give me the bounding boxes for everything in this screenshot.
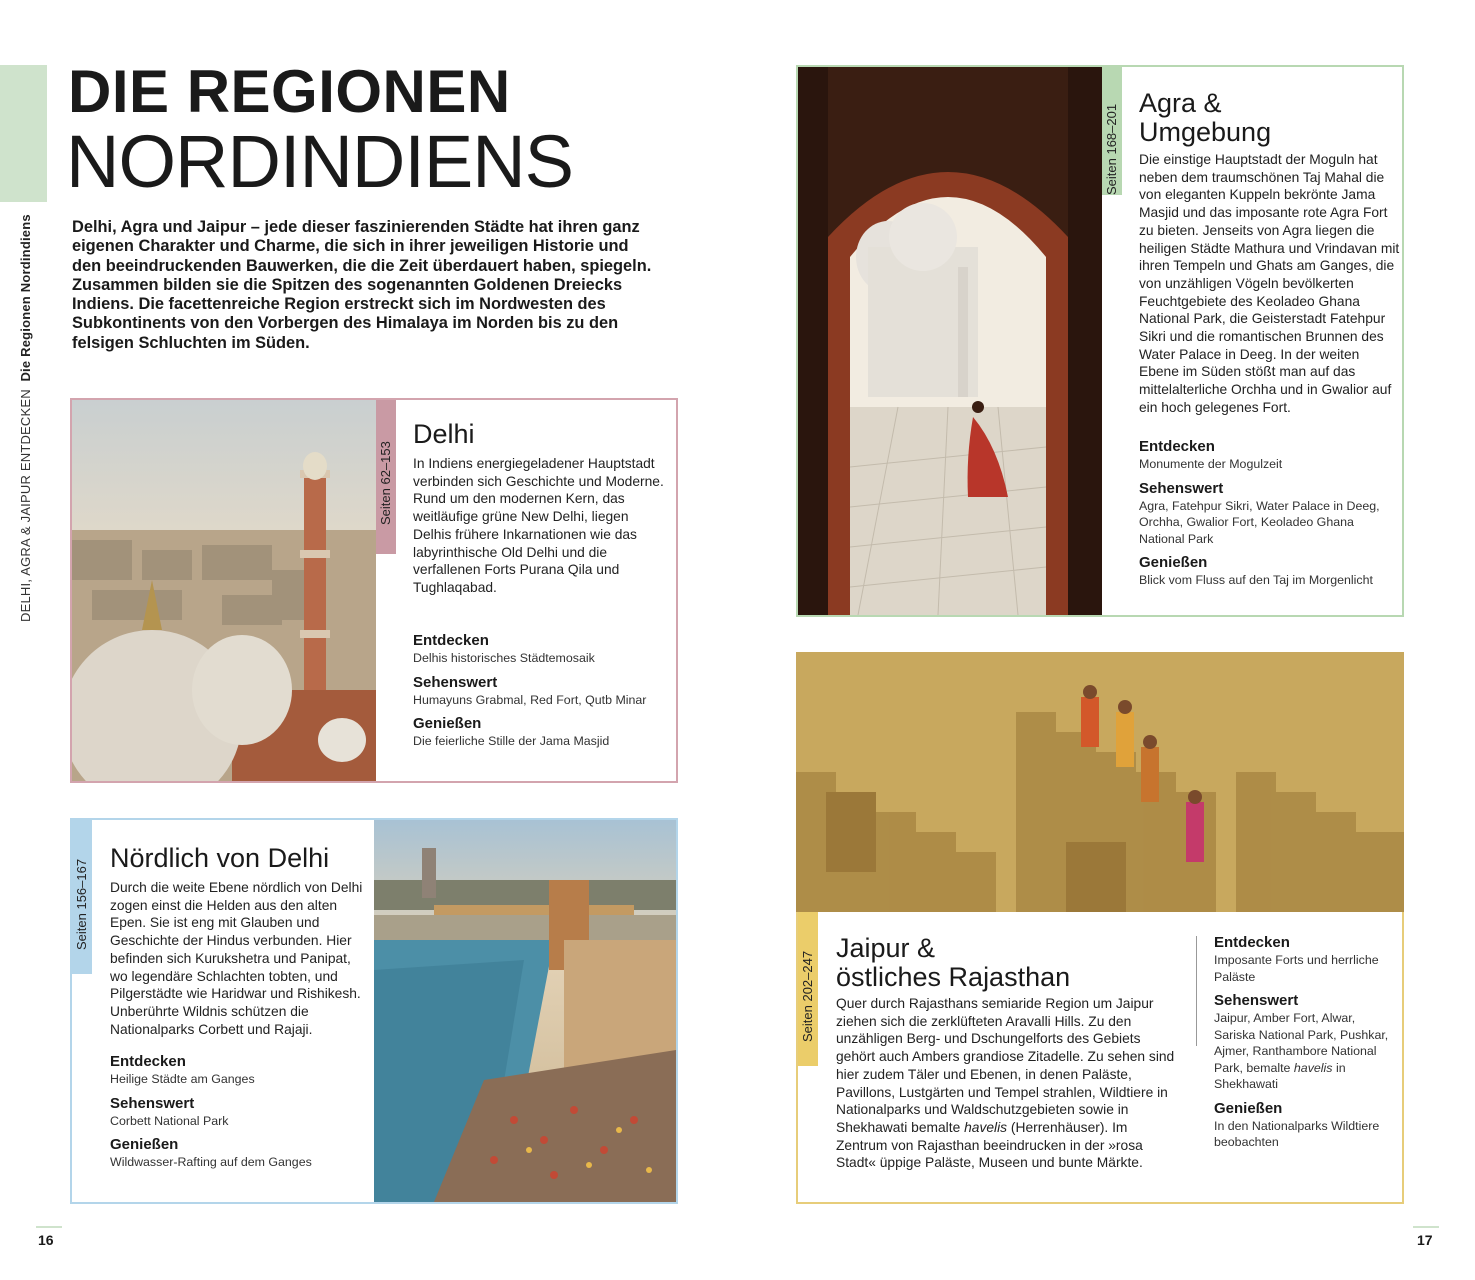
jaipur-description-b: (Herrenhäuser). Im Zentrum von Rajasthan beeindrucken in der »rosa Stadt« üppige Paläste, Museen und bunte Märkte. [836, 1119, 1143, 1171]
region-card-agra [796, 65, 1404, 617]
page-number-left: 16 [38, 1232, 54, 1248]
north-entdecken-label: Entdecken [110, 1053, 186, 1070]
jaipur-sehenswert-b: in Shekhawati [1214, 1060, 1346, 1091]
north-entdecken: Heilige Städte am Ganges [110, 1072, 255, 1086]
page-number-right: 17 [1417, 1232, 1433, 1248]
delhi-geniessen-label: Genießen [413, 715, 482, 732]
north-geniessen-label: Genießen [110, 1136, 179, 1153]
agra-geniessen-label: Genießen [1139, 554, 1208, 571]
running-head [18, 212, 64, 622]
delhi-entdecken-label: Entdecken [413, 632, 489, 649]
jaipur-pages: Seiten 202–247 [800, 950, 815, 1042]
page-subtitle: NORDINDIENS [66, 120, 574, 203]
jaipur-geniessen: In den Nationalparks Wildtiere beobachten [1214, 1118, 1380, 1149]
haridwar-photo [374, 820, 676, 1202]
jaipur-sehenswert-a: Jaipur, Amber Fort, Alwar, Sariska National Park, Pushkar, Ajmer, Ranthambore National Park, bemalte [1214, 1011, 1389, 1075]
jaipur-page-tab [798, 912, 818, 1066]
jaipur-description [836, 995, 1176, 1172]
agra-entdecken: Monumente der Mogulzeit [1139, 457, 1283, 471]
delhi-description: In Indiens energiegeladener Hauptstadt verbinden sich Geschichte und Moderne. Rund um den modernen Kern, das weitläufige grüne New Delhi, liegen Delhis frühere Inkarnationen wie das labyrinthische Old Delhi und die verfallenen Forts Purana Qila und Tughlaqabad. [413, 456, 664, 595]
region-card-jaipur [796, 912, 1404, 1204]
section-color-tab [0, 65, 47, 202]
north-page-tab [72, 820, 92, 974]
delhi-sehenswert-label: Sehenswert [413, 673, 498, 691]
delhi-page-tab [376, 400, 396, 554]
agra-pages: Seiten 168–201 [1104, 103, 1119, 195]
delhi-geniessen: Die feierliche Stille der Jama Masjid [413, 734, 610, 748]
agra-page-tab [1102, 67, 1122, 195]
jaipur-geniessen-label: Genießen [1214, 1099, 1283, 1117]
north-title: Nördlich von Delhi [110, 843, 330, 873]
page-number-rule-left [36, 1226, 62, 1228]
delhi-photo [72, 400, 376, 781]
page-title: DIE REGIONEN [68, 58, 511, 125]
intro-paragraph: Delhi, Agra und Jaipur – jede dieser faszinierenden Städte hat ihren ganz eigenen Charakter und Charme, die sich in ihrer jeweiligen Historie und den beeindruckenden Bauwerken, die die Zeit überdauert haben, spiegeln. Zusammen bilden sie die Spitzen des sogenannten Goldenen Dreiecks Indiens. Die facettenreiche Region erstreckt sich im Nordwesten des Subkontinents von den Vorbergen des Himalaya im Norden bis zu den felsigen Schluchten im Süden. [72, 218, 652, 352]
delhi-sehenswert: Humayuns Grabmal, Red Fort, Qutb Minar [413, 692, 647, 707]
jaipur-description-a: Quer durch Rajasthans semiaride Region um Jaipur ziehen sich die zerklüfteten Aravalli Hills. Zu den unzähligen Berg- und Dschungelforts des Gebiets gehört auch Ambers grandiose Zitadelle. Zu sehen sind hier zudem Täler und Ebenen, in denen Paläste, Pavillons, Lustgärten und Tempel strahlen, Wildtiere in Nationalparks und Waldschutzgebieten sowie in Shekhawati bemalte [836, 996, 1175, 1135]
stepwell-photo [796, 652, 1404, 914]
jaipur-entdecken: Imposante Forts und herrliche Paläste [1214, 953, 1379, 984]
agra-geniessen: Blick vom Fluss auf den Taj im Morgenlicht [1139, 573, 1373, 587]
running-head-chapter: Die Regionen Nordindiens [18, 214, 33, 382]
north-sehenswert: Corbett National Park [110, 1113, 229, 1128]
delhi-entdecken: Delhis historisches Städtemosaik [413, 651, 595, 665]
jaipur-divider [1196, 936, 1197, 1046]
region-card-delhi [70, 398, 678, 783]
jaipur-title-line2: östliches Rajasthan [836, 962, 1071, 992]
agra-entdecken-label: Entdecken [1139, 438, 1215, 455]
running-head-book: DELHI, AGRA & JAIPUR ENTDECKEN [18, 389, 33, 622]
delhi-title: Delhi [413, 419, 475, 449]
jaipur-entdecken-label: Entdecken [1214, 934, 1290, 951]
agra-sehenswert: Agra, Fatehpur Sikri, Water Palace in Deeg, Orchha, Gwalior Fort, Keoladeo Ghana National Park [1139, 498, 1380, 546]
north-geniessen: Wildwasser-Rafting auf dem Ganges [110, 1155, 312, 1169]
agra-sehenswert-label: Sehenswert [1139, 479, 1224, 497]
jaipur-sehenswert-label: Sehenswert [1214, 992, 1299, 1009]
jaipur-title-line1: Jaipur & [836, 933, 936, 963]
taj-mahal-photo [798, 67, 1102, 615]
jaipur-sehenswert-em: havelis [1293, 1060, 1333, 1075]
agra-description: Die einstige Hauptstadt der Moguln hat neben dem traumschönen Taj Mahal die von eleganten Kuppeln bekrönte Jama Masjid und das imposante rote Agra Fort zu bieten. Jenseits von Agra liegen die heiligen Städte Mathura und Vrindavan mit ihren Tempeln und Ghats am Ganges, die von unzähligen Vögeln bevölkerten Feuchtgebiete des Keoladeo Ghana National Park, die Geisterstadt Fatehpur Sikri und die romantischen Brunnen des Water Palace in Deeg. In der weiten Ebene im Süden stößt man auf das mittelalterliche Orchha und in Gwalior auf ein hoch gelegenes Fort. [1139, 152, 1400, 415]
north-sehenswert-label: Sehenswert [110, 1094, 195, 1112]
page-number-rule-right [1413, 1226, 1439, 1228]
delhi-pages: Seiten 62–153 [378, 441, 393, 525]
agra-title-line2: Umgebung [1139, 117, 1272, 147]
jaipur-sehenswert [1214, 1010, 1394, 1093]
region-card-north [70, 818, 678, 1204]
jaipur-description-em: havelis [964, 1119, 1008, 1135]
north-pages: Seiten 156–167 [74, 858, 89, 950]
agra-title-line1: Agra & [1139, 88, 1222, 118]
north-description: Durch die weite Ebene nördlich von Delhi zogen einst die Helden aus den alten Epen. Sie ist eng mit Glauben und Geschichte der Hindus verbunden. Hier befinden sich Kurukshetra und Panipat, wo legendäre Schlachten tobten, und Pilgerstädte wie Haridwar und Rishikesh. Unberührte Wildnis schützen die Nationalparks Corbett und Rajaji. [110, 880, 363, 1037]
